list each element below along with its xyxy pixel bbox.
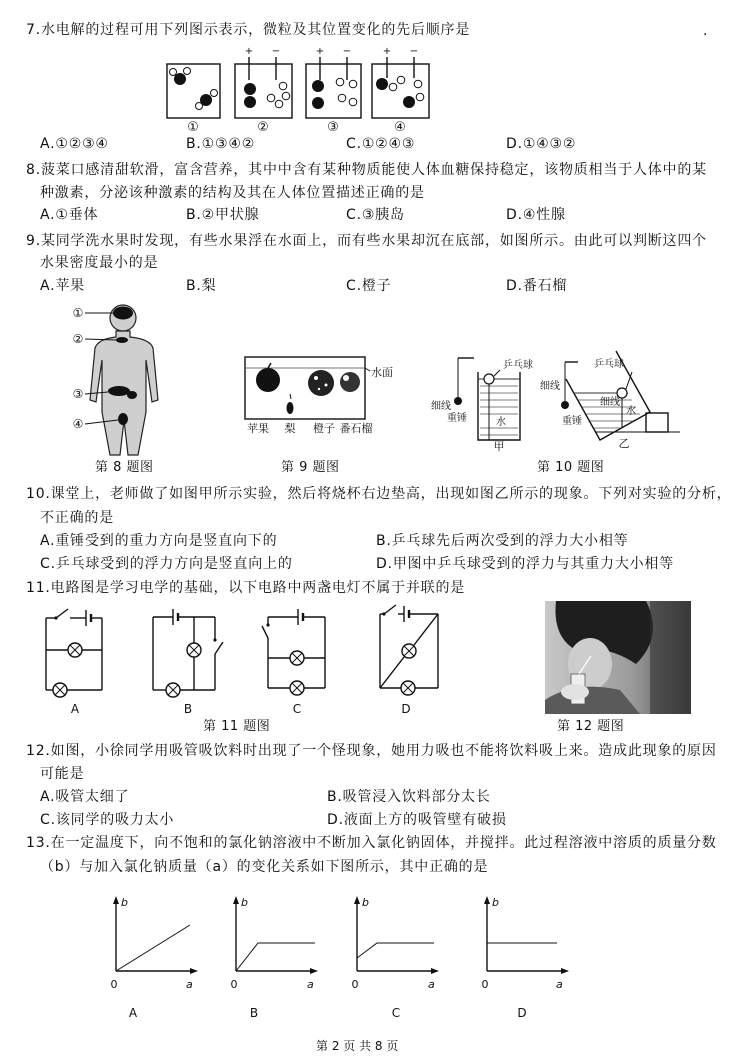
circuit-d — [380, 605, 438, 716]
q9-option-c[interactable]: C.橙子 — [346, 278, 392, 294]
figure-label-jia: 甲 — [493, 440, 505, 453]
axis-label-a: a — [556, 978, 563, 991]
graph-label-a: A — [128, 1006, 138, 1020]
stray-mark: . — [703, 23, 709, 39]
string-label-a: 细线 — [431, 401, 451, 412]
circuit-label-c: C — [292, 702, 302, 716]
circuit-label-a: A — [70, 702, 80, 716]
switch-a — [56, 609, 68, 618]
pear-fruit — [287, 394, 294, 414]
q12-caption: 第 12 题图 — [557, 719, 625, 734]
electrolysis-box-4 — [372, 46, 429, 118]
q12-option-d[interactable]: D.液面上方的吸管壁有破损 — [327, 812, 507, 828]
q9-option-d[interactable]: D.番石榴 — [506, 278, 568, 294]
lamp-icon — [68, 643, 82, 657]
electrolysis-box-1 — [167, 64, 220, 118]
q12-option-c[interactable]: C.该同学的吸力太小 — [40, 812, 175, 828]
graph-c — [352, 896, 440, 1020]
q9-stem-line1: 9.某同学洗水果时发现，有些水果浮在水面上，而有些水果却沉在底部，如图所示。由此可以判断这四个 — [26, 233, 707, 249]
q9-option-b[interactable]: B.梨 — [186, 278, 217, 294]
body-label-3: ③ — [72, 387, 84, 401]
string-label-b-inner: 细线 — [600, 397, 620, 408]
q12-stem-line2: 可能是 — [40, 766, 85, 782]
plus-sign: + — [382, 46, 392, 57]
origin-label: 0 — [110, 978, 118, 991]
origin-label: 0 — [230, 978, 238, 991]
beaker-a — [431, 358, 533, 453]
axis-label-b: b — [362, 896, 369, 909]
weight-label-a: 重锤 — [447, 413, 467, 424]
lamp-icon — [166, 683, 180, 697]
orange-fruit — [308, 370, 334, 396]
fruit-label-pear: 梨 — [284, 422, 296, 435]
figure-label-yi: 乙 — [618, 437, 630, 450]
graph-b — [231, 896, 319, 1020]
minus-sign: − — [271, 46, 281, 57]
axis-label-b: b — [241, 896, 248, 909]
q10-option-d[interactable]: D.甲图中乒乓球受到的浮力与其重力大小相等 — [376, 556, 675, 572]
figure-label-3: ③ — [327, 120, 339, 135]
switch-b — [215, 642, 223, 654]
q8-option-a[interactable]: A.①垂体 — [40, 207, 99, 223]
body-label-1: ① — [72, 306, 84, 320]
body-label-4: ④ — [72, 417, 84, 431]
minus-sign: − — [409, 46, 419, 57]
fruit-label-guava: 番石榴 — [339, 422, 373, 435]
apple-fruit — [256, 363, 280, 392]
q13-stem-line1: 13.在一定温度下，向不饱和的氯化钠溶液中不断加入氯化钠固体，并搅拌。此过程溶液中溶质的质量分数 — [26, 835, 717, 851]
circuits-figure — [36, 600, 450, 718]
thyroid-organ — [116, 337, 128, 343]
axis-label-b: b — [121, 896, 128, 909]
electrolysis-box-3 — [306, 46, 361, 118]
q12-stem-line1: 12.如图，小徐同学用吸管吸饮料时出现了一个怪现象，她用力吸也不能将饮料吸上来。造成此现象的原因 — [26, 743, 717, 759]
student-drinking-photo — [545, 601, 691, 714]
page-footer: 第 2 页 共 8 页 — [316, 1039, 399, 1053]
q11-caption: 第 11 题图 — [203, 719, 271, 734]
lamp-icon — [402, 644, 416, 658]
buoyancy-figure — [425, 345, 690, 453]
weight-label-b: 重锤 — [562, 416, 582, 427]
gonad-organ — [118, 413, 128, 425]
q10-option-c[interactable]: C.乒乓球受到的浮力方向是竖直向上的 — [40, 556, 293, 572]
plus-sign: + — [315, 46, 325, 57]
ball-label-a: 乒乓球 — [503, 360, 533, 371]
figure-label-2: ② — [257, 120, 269, 135]
water-label-b: 水 — [626, 406, 636, 417]
q7-option-a[interactable]: A.①②③④ — [40, 136, 109, 152]
q8-stem-line2: 种激素，分泌该种激素的结构及其在人体位置描述正确的是 — [40, 185, 425, 201]
pituitary-organ — [113, 307, 133, 320]
lamp-icon — [401, 681, 415, 695]
q8-option-c[interactable]: C.③胰岛 — [346, 207, 405, 223]
lamp-icon — [290, 651, 304, 665]
q10-caption: 第 10 题图 — [537, 460, 605, 475]
axis-label-b: b — [492, 896, 499, 909]
weight-a — [454, 397, 462, 405]
circuit-a — [46, 609, 102, 716]
q8-caption: 第 8 题图 — [95, 460, 154, 475]
figure-label-1: ① — [187, 120, 199, 135]
q7-option-c[interactable]: C.①②④③ — [346, 136, 416, 152]
pancreas-organ — [108, 386, 130, 396]
circuit-label-d: D — [401, 702, 411, 716]
graph-a — [111, 896, 199, 1020]
axis-label-a: a — [307, 978, 314, 991]
figure-label-4: ④ — [394, 120, 406, 135]
graph-d — [482, 896, 570, 1020]
body-label-2: ② — [72, 332, 84, 346]
q13-stem-line2: （b）与加入氯化钠质量（a）的变化关系如下图所示，其中正确的是 — [40, 859, 489, 875]
water-label-a: 水 — [496, 417, 506, 428]
plus-sign: + — [244, 46, 254, 57]
switch-d — [384, 605, 396, 614]
graph-label-d: D — [517, 1006, 527, 1020]
graph-label-b: B — [249, 1006, 259, 1020]
lamp-icon — [290, 681, 304, 695]
support-block — [646, 413, 668, 432]
electrolysis-figure — [160, 40, 435, 135]
q9-stem-line2: 水果密度最小的是 — [40, 255, 159, 271]
electrolysis-box-2 — [235, 46, 292, 118]
q11-stem: 11.电路图是学习电学的基础，以下电路中两盏电灯不属于并联的是 — [26, 580, 466, 596]
q9-caption: 第 9 题图 — [281, 460, 340, 475]
lamp-icon — [187, 643, 201, 657]
q10-stem-line1: 10.课堂上，老师做了如图甲所示实验，然后将烧杯右边垫高，出现如图乙所示的现象。下列对实验的分析， — [26, 486, 732, 502]
circuit-c — [262, 609, 325, 716]
human-body-figure — [68, 300, 168, 460]
fruit-tank-figure — [240, 352, 400, 438]
origin-label: 0 — [481, 978, 489, 991]
weight-b — [561, 401, 569, 409]
ping-pong-ball-a — [484, 374, 494, 384]
origin-label: 0 — [351, 978, 359, 991]
q7-option-d[interactable]: D.①④③② — [506, 136, 577, 152]
q7-stem: 7.水电解的过程可用下列图示表示，微粒及其位置变化的先后顺序是 — [26, 22, 471, 38]
q10-option-b[interactable]: B.乒乓球先后两次受到的浮力大小相等 — [376, 533, 629, 549]
circuit-b — [153, 609, 223, 716]
string-label-b: 细线 — [540, 381, 560, 392]
q10-option-a[interactable]: A.重锤受到的重力方向是竖直向下的 — [40, 533, 278, 549]
water-surface-label: 水面 — [371, 366, 393, 379]
q10-stem-line2: 不正确的是 — [40, 510, 114, 526]
guava-fruit — [340, 372, 360, 392]
axis-label-a: a — [186, 978, 193, 991]
fruit-label-apple: 苹果 — [247, 422, 269, 435]
beaker-b — [540, 351, 680, 450]
axis-label-a: a — [428, 978, 435, 991]
ball-label-b: 乒乓球 — [594, 359, 624, 370]
circuit-label-b: B — [183, 702, 193, 716]
q8-option-b[interactable]: B.②甲状腺 — [186, 207, 260, 223]
q8-stem-line1: 8.菠菜口感清甜软滑，富含营养，其中中含有某种物质能使人体血糖保持稳定，该物质相当于人体中的某 — [26, 162, 707, 178]
q7-option-b[interactable]: B.①③④② — [186, 136, 256, 152]
q12-option-b[interactable]: B.吸管浸入饮料部分太长 — [327, 789, 491, 805]
fruit-label-orange: 橙子 — [313, 422, 335, 435]
q12-option-a[interactable]: A.吸管太细了 — [40, 789, 130, 805]
lamp-icon — [53, 683, 67, 697]
q8-option-d[interactable]: D.④性腺 — [506, 207, 566, 223]
minus-sign: − — [342, 46, 352, 57]
q13-graphs — [100, 888, 580, 1023]
q9-option-a[interactable]: A.苹果 — [40, 278, 85, 294]
switch-c — [262, 626, 268, 638]
graph-label-c: C — [391, 1006, 401, 1020]
